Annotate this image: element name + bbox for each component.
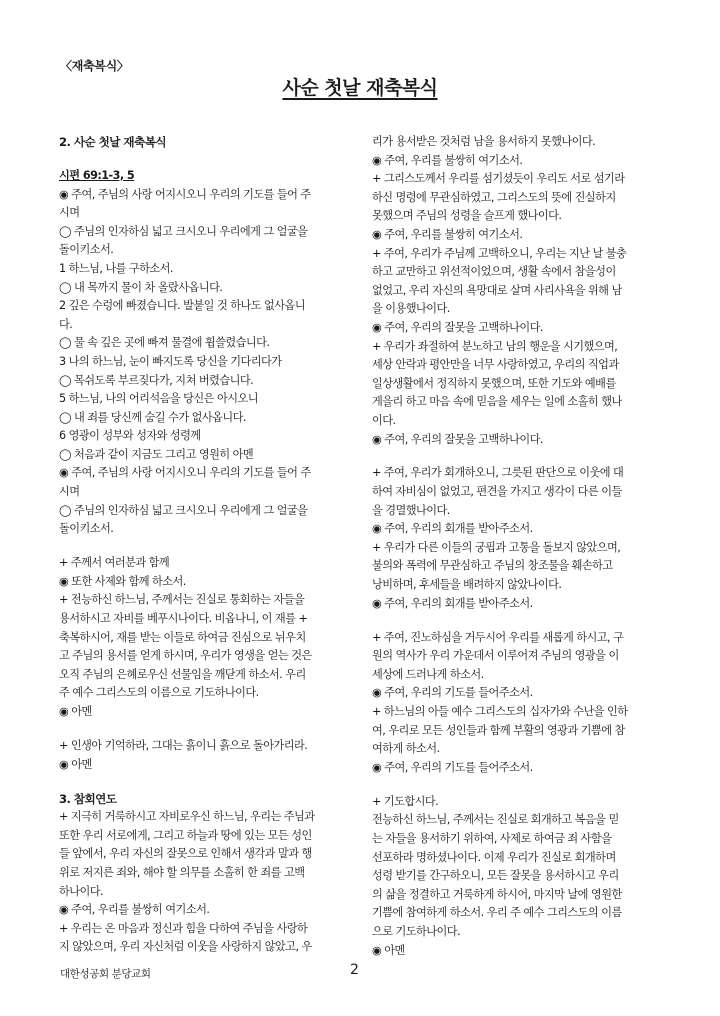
text-line: 없었고, 우리 자신의 욕망대로 살며 사리사욕을 위해 남: [372, 283, 622, 297]
text-line: ◯ 내 죄를 당신께 숨길 수가 없사옵니다.: [59, 410, 246, 424]
text-line: 하나이다.: [59, 884, 104, 898]
text-line: 축복하시어, 재를 받는 이들로 하여금 진심으로 뉘우치: [59, 630, 306, 644]
text-line: ◉ 주여, 주님의 사랑 어지시오니 우리의 기도를 들어 주: [59, 187, 311, 201]
text-line: ◉ 주여, 우리의 기도를 들어주소서.: [372, 686, 533, 700]
text-line: 의 삶을 정결하고 거룩하게 하시어, 마지막 날에 영원한: [372, 887, 622, 901]
text-line: ◉ 주여, 우리의 잘못을 고백하나이다.: [372, 320, 543, 334]
text-line: 6 영광이 성부와 성자와 성령께: [59, 429, 201, 443]
text-line: 게을리 하고 마음 속에 믿음을 세우는 일에 소홀히 했나: [372, 395, 622, 409]
paragraph-gap: [372, 449, 667, 464]
text-line: 또한 우리 서로에게, 그리고 하늘과 땅에 있는 모든 성인: [59, 828, 312, 842]
text-line: 으로 기도하나이다.: [372, 924, 461, 938]
paragraph-gap: [59, 774, 354, 789]
text-line: 리가 용서받은 것처럼 남을 용서하지 못했나이다.: [372, 135, 596, 148]
page-number: 2: [350, 962, 359, 978]
text-line: 낭비하며, 후세들을 배려하지 않았나이다.: [372, 578, 562, 592]
text-line: ◯ 주님의 인자하심 넓고 크시오니 우리에게 그 얼굴을: [59, 224, 308, 238]
text-line: + 우리가 다른 이들의 궁핍과 고통을 돌보지 않았으며,: [372, 540, 621, 554]
left-column: [59, 133, 354, 957]
text-line: ◉ 주여, 우리의 잘못을 고백하나이다.: [372, 432, 543, 446]
text-line: 시며: [59, 206, 80, 220]
text-line: 원의 역사가 우리 가운데서 이루어져 주님의 영광을 이: [372, 649, 619, 663]
paragraph-gap: [372, 777, 667, 792]
text-line: 여, 우리로 모든 성인들과 함께 부활의 영광과 기쁨에 참: [372, 723, 625, 737]
text-line: 을 경멸했나이다.: [372, 503, 450, 517]
text-line: ◉ 아멘: [59, 757, 92, 771]
text-line: + 주께서 여러분과 함께: [59, 556, 170, 570]
text-line: + 기도합시다.: [372, 794, 439, 808]
text-line: + 지극히 거룩하시고 자비로우신 하느님, 우리는 주님과: [59, 810, 315, 824]
text-line: 불의와 폭력에 무관심하고 주님의 창조물을 훼손하고: [372, 559, 613, 573]
text-line: ◯ 물 속 깊은 곳에 빠져 물결에 휩쓸렸습니다.: [59, 336, 270, 350]
text-line: ◉ 아멘: [59, 705, 92, 718]
page-title: [0, 73, 720, 100]
text-line: ◉ 아멘: [372, 943, 405, 957]
text-line: ◯ 주님의 인자하심 넓고 크시오니 우리에게 그 얼굴을: [59, 503, 308, 517]
paragraph-gap: [59, 152, 354, 167]
text-line: + 주여, 진노하심을 거두시어 우리를 새롭게 하시고, 구: [372, 630, 624, 644]
text-line: 고 주님의 용서를 얻게 하시며, 우리가 영생을 얻는 것은: [59, 649, 312, 663]
paragraph-gap: [59, 539, 354, 554]
text-line: 이다.: [372, 413, 396, 427]
text-line: 위로 저지른 죄와, 해야 할 의무를 소홀히 한 죄를 고백: [59, 865, 305, 879]
text-line: 시며: [59, 485, 80, 499]
section-heading: 2. 사순 첫날 재축복식: [59, 135, 167, 149]
text-line: 을 이용했나이다.: [372, 302, 450, 316]
text-line: ◉ 주여, 우리를 불쌍히 여기소서.: [372, 227, 523, 241]
text-line: 세상 안락과 평안만을 너무 사랑하였고, 우리의 직업과: [372, 358, 619, 372]
text-line: + 우리는 온 마음과 정신과 힘을 다하여 주님을 사랑하: [59, 921, 308, 935]
text-line: ◉ 주여, 주님의 사랑 어지시오니 우리의 기도를 들어 주: [59, 466, 311, 480]
paragraph-gap: [59, 722, 354, 737]
text-line: ◉ 주여, 우리의 회개를 받아주소서.: [372, 596, 533, 610]
text-line: ◉ 주여, 우리의 회개를 받아주소서.: [372, 522, 533, 536]
text-line: 여하게 하소서.: [372, 742, 440, 756]
text-line: 돌이키소서.: [59, 522, 114, 536]
text-line: ◉ 주여, 우리를 불쌍히 여기소서.: [59, 903, 210, 917]
text-line: ◯ 처음과 같이 지금도 그리고 영원히 아멘: [59, 447, 254, 461]
text-line: + 하느님의 아들 예수 그리스도의 십자가와 수난을 인하: [372, 705, 628, 718]
document-tag: 〈재축복식〉: [60, 59, 129, 73]
text-line: 세상에 드러나게 하소서.: [372, 667, 484, 681]
text-line: 지 않았으며, 우리 자신처럼 이웃을 사랑하지 않았고, 우: [59, 940, 312, 954]
text-line: 들 앞에서, 우리 자신의 잘못으로 인해서 생각과 말과 행: [59, 847, 312, 861]
paragraph-gap: [372, 613, 667, 628]
text-line: 용서하시고 자비를 베푸시나이다. 비옵나니, 이 재를 +: [59, 612, 308, 626]
text-line: 5 하느님, 나의 어리석음을 당신은 아시오니: [59, 392, 258, 406]
text-line: 기쁨에 참여하게 하소서. 우리 주 예수 그리스도의 이름: [372, 906, 622, 920]
text-line: 주 예수 그리스도의 이름으로 기도하나이다.: [59, 686, 259, 700]
text-line: 1 하느님, 나를 구하소서.: [59, 261, 173, 275]
text-line: 오직 주님의 은혜로우신 선물임을 깨닫게 하소서. 우리: [59, 667, 306, 681]
text-line: 하고 교만하고 위선적이었으며, 생활 속에서 참을성이: [372, 265, 616, 279]
text-line: ◯ 내 목까지 물이 차 올랐사옵니다.: [59, 280, 223, 294]
text-line: 일상생활에서 정직하지 못했으며, 또한 기도와 예배를: [372, 376, 616, 390]
text-line: 선포하라 명하셨나이다. 이제 우리가 진실로 회개하며: [372, 850, 616, 864]
text-line: + 전능하신 하느님, 주께서는 진실로 통회하는 자들을: [59, 593, 305, 607]
footer-organization: 대한성공회 분당교회: [60, 968, 151, 980]
text-line: 2 깊은 수렁에 빠졌습니다. 발붙일 것 하나도 없사옵니: [59, 299, 306, 313]
text-line: ◉ 주여, 우리의 기도를 들어주소서.: [372, 760, 533, 774]
text-line: 못했으며 주님의 성령을 슬프게 했나이다.: [372, 209, 562, 223]
page-title-text: 사순 첫날 재축복식: [282, 77, 438, 99]
text-line: + 주여, 우리가 회개하오니, 그릇된 판단으로 이웃에 대: [372, 466, 624, 480]
text-line: 전능하신 하느님, 주께서는 진실로 회개하고 복음을 믿: [372, 813, 619, 827]
text-line: 하신 명령에 무관심하였고, 그리스도의 뜻에 진실하지: [372, 190, 616, 204]
text-line: 다.: [59, 317, 73, 331]
section-heading: 3. 참회연도: [59, 791, 117, 806]
text-line: 3 나의 하느님, 눈이 빠지도록 당신을 기다리다가: [59, 354, 282, 368]
text-line: ◉ 주여, 우리를 불쌍히 여기소서.: [372, 153, 523, 167]
right-column: [372, 133, 667, 960]
psalm-reference: 시편 69:1-3, 5: [59, 168, 135, 182]
text-line: ◯ 목쉬도록 부르짖다가, 지쳐 버렸습니다.: [59, 373, 254, 387]
text-line: 하여 자비심이 없었고, 편견을 가지고 생각이 다른 이들: [372, 485, 622, 499]
text-line: + 우리가 좌절하여 분노하고 남의 행운을 시기했으며,: [372, 339, 618, 353]
text-line: ◉ 또한 사제와 함께 하소서.: [59, 574, 186, 588]
text-line: 돌이키소서.: [59, 243, 114, 257]
text-line: + 주여, 우리가 주님께 고백하오니, 우리는 지난 날 불충: [372, 246, 627, 260]
text-line: + 그리스도께서 우리를 섬기셨듯이 우리도 서로 섬기라: [372, 172, 625, 186]
text-line: 는 자들을 용서하기 위하여, 사제로 하여금 죄 사함을: [372, 831, 612, 845]
text-line: 성령 받기를 간구하오니, 모든 잘못을 용서하시고 우리: [372, 869, 619, 883]
text-line: + 인생아 기억하라, 그대는 흙이니 흙으로 돌아가리라.: [59, 738, 308, 752]
